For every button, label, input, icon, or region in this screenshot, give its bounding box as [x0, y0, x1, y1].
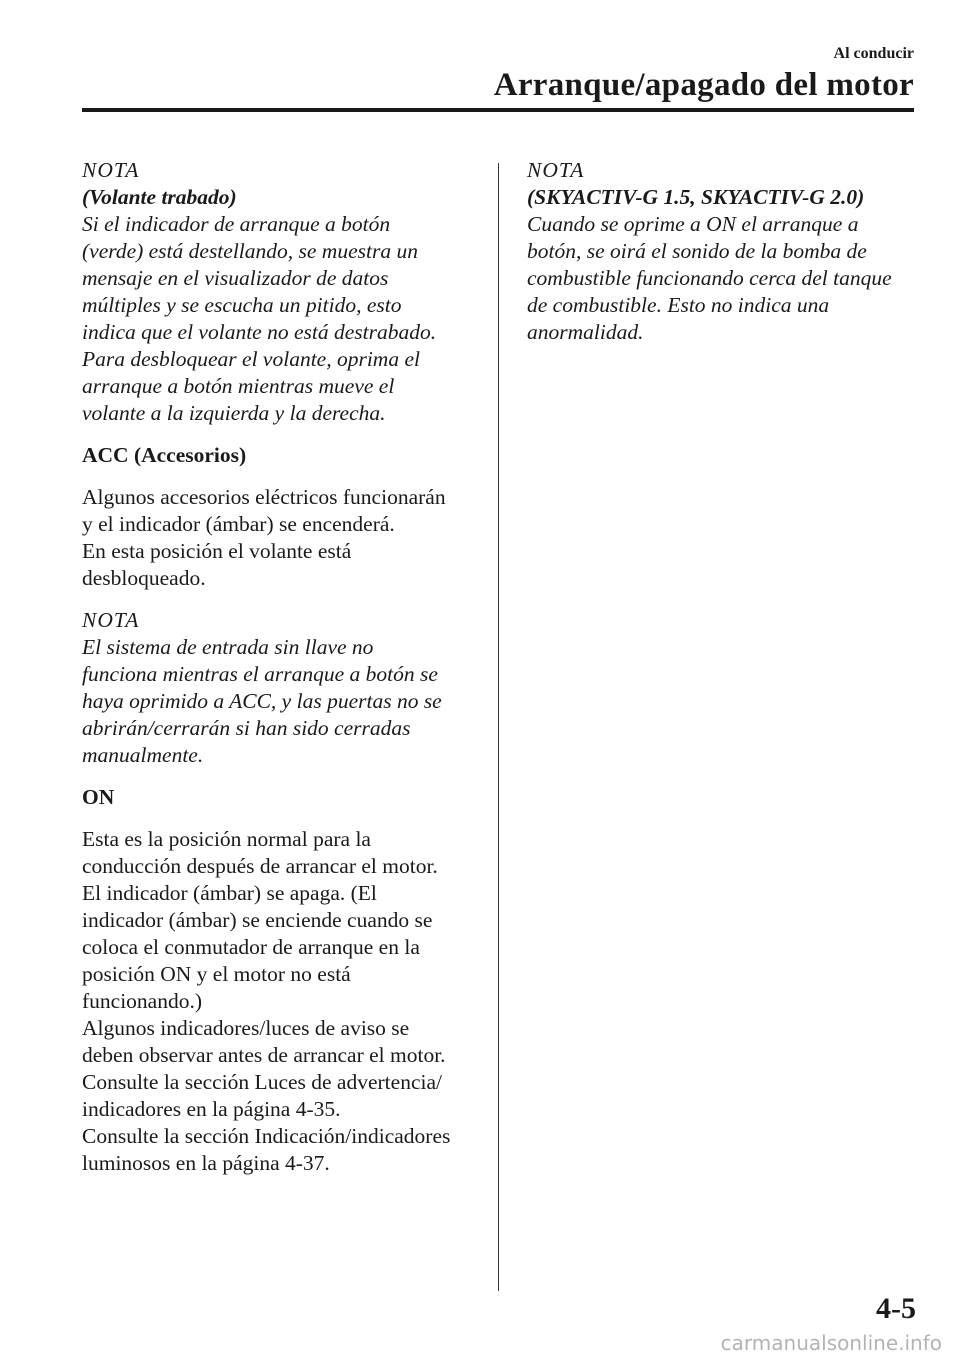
paragraph-acc	[82, 484, 482, 592]
text-line: múltiples y se escucha un pitido, esto	[82, 293, 402, 317]
text-line: deben observar antes de arrancar el motor.	[82, 1043, 446, 1067]
note-label: NOTA	[527, 158, 585, 182]
text-line: conducción después de arrancar el motor.	[82, 854, 438, 878]
text-line: luminosos en la página 4-37.	[82, 1151, 330, 1175]
text-line: funcionando.)	[82, 989, 203, 1013]
page-number: 4-5	[876, 1292, 916, 1325]
note-entrada-sin-llave	[82, 607, 482, 769]
column-divider	[498, 163, 499, 1291]
text-line: Esta es la posición normal para la	[82, 827, 371, 851]
text-line: mensaje en el visualizador de datos	[82, 266, 389, 290]
note-label: NOTA	[82, 608, 140, 632]
note-skyactiv	[527, 157, 927, 346]
text-line: Consulte la sección Luces de advertencia/	[82, 1070, 442, 1094]
text-line: haya oprimido a ACC, y las puertas no se	[82, 689, 442, 713]
text-line: arranque a botón mientras mueve el	[82, 374, 395, 398]
text-line: El indicador (ámbar) se apaga. (El	[82, 881, 377, 905]
left-column	[82, 157, 482, 1192]
text-line: Algunos indicadores/luces de aviso se	[82, 1016, 410, 1040]
note-label: NOTA	[82, 158, 140, 182]
page-title: Arranque/apagado del motor	[493, 67, 914, 103]
section-label: Al conducir	[833, 45, 914, 62]
text-line: (verde) está destellando, se muestra un	[82, 239, 418, 263]
note-subtitle: (SKYACTIV-G 1.5, SKYACTIV-G 2.0)	[527, 185, 865, 209]
text-line: Algunos accesorios eléctricos funcionarán	[82, 485, 446, 509]
text-line: indicador (ámbar) se enciende cuando se	[82, 908, 433, 932]
text-line: Para desbloquear el volante, oprima el	[82, 347, 420, 371]
header-rule	[82, 108, 914, 112]
text-line: botón, se oirá el sonido de la bomba de	[527, 239, 867, 263]
heading-acc: ACC (Accesorios)	[82, 443, 247, 467]
text-line: abrirán/cerrarán si han sido cerradas	[82, 716, 411, 740]
right-column	[527, 157, 927, 361]
text-line: En esta posición el volante está	[82, 539, 352, 563]
text-line: El sistema de entrada sin llave no	[82, 635, 374, 659]
text-line: de combustible. Esto no indica una	[527, 293, 830, 317]
text-line: Consulte la sección Indicación/indicadores	[82, 1124, 451, 1148]
page-header	[494, 44, 914, 104]
text-line: y el indicador (ámbar) se encenderá.	[82, 512, 395, 536]
text-line: Si el indicador de arranque a botón	[82, 212, 391, 236]
note-subtitle: (Volante trabado)	[82, 185, 237, 209]
text-line: manualmente.	[82, 743, 204, 767]
text-line: coloca el conmutador de arranque en la	[82, 935, 420, 959]
text-line: posición ON y el motor no está	[82, 962, 351, 986]
text-line: anormalidad.	[527, 320, 644, 344]
text-line: indicadores en la página 4-35.	[82, 1097, 341, 1121]
heading-on: ON	[82, 785, 115, 809]
text-line: Cuando se oprime a ON el arranque a	[527, 212, 859, 236]
watermark: carmanualsonline.info	[720, 1331, 942, 1355]
text-line: indica que el volante no está destrabado.	[82, 320, 437, 344]
paragraph-on	[82, 826, 482, 1177]
text-line: combustible funcionando cerca del tanque	[527, 266, 892, 290]
note-volante-trabado	[82, 157, 482, 427]
text-line: funciona mientras el arranque a botón se	[82, 662, 438, 686]
text-line: desbloqueado.	[82, 566, 206, 590]
text-line: volante a la izquierda y la derecha.	[82, 401, 386, 425]
